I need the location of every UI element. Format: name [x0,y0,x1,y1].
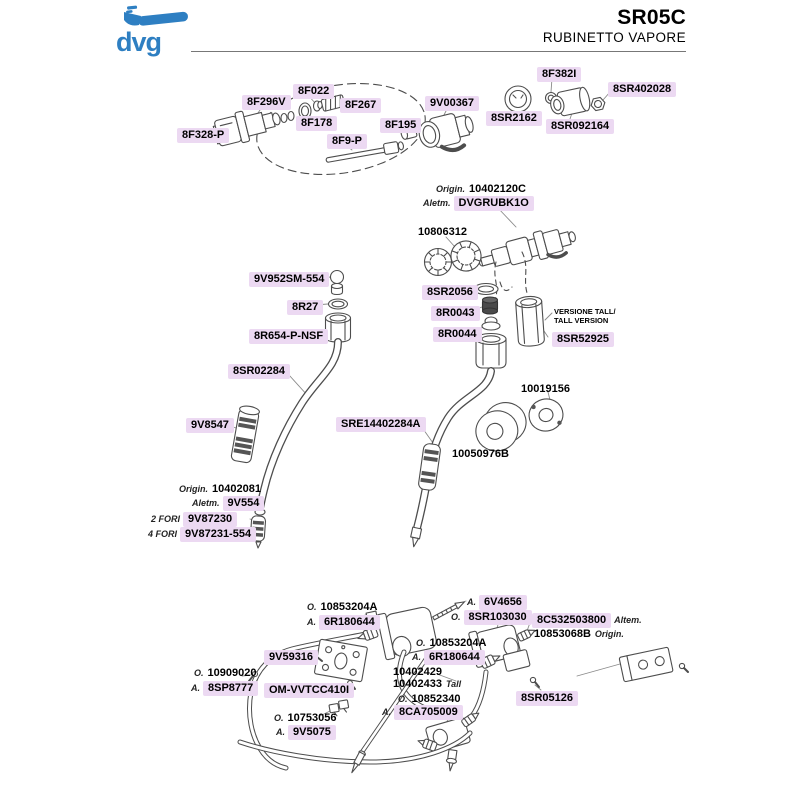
part-label-tall-version [554,317,608,325]
part-number: 10402433 [393,678,442,690]
part-label-10402081 [179,482,262,497]
part-number: 10019156 [521,383,570,395]
part-label-versione-tall- [554,308,616,316]
part-number: 9V87230 [183,512,237,527]
part-label-10753056 [274,711,337,726]
part-label-8c532503800 [532,613,642,628]
part-label-om-vvtcc410i [264,683,354,698]
part-label-8f267 [340,98,381,113]
part-label-8sp8777 [191,681,258,696]
part-label-8r0043 [431,306,480,321]
label-prefix: O. [416,638,426,648]
label-prefix: 4 FORI [148,529,178,539]
page-title: SR05C [617,6,686,29]
label-prefix: A. [307,617,316,627]
part-label-8f9-p [327,134,367,149]
part-number: 10853204A [429,637,487,649]
part-label-8f178 [296,116,337,131]
part-number: 8SR05126 [516,691,578,706]
label-prefix: O. [398,694,408,704]
label-prefix: Aletm. [423,198,451,208]
part-label-8f382i [537,67,581,82]
part-label-10853204a [307,600,378,615]
part-number: 8F328-P [177,128,229,143]
label-prefix: A. [276,727,285,737]
part-number: 8SR02284 [228,364,290,379]
label-prefix: O. [307,602,317,612]
part-number: 10402081 [212,483,261,495]
part-number: SRE14402284A [336,417,426,432]
part-label-8f296v [242,95,291,110]
part-number: 8F382I [537,67,581,82]
part-number: 8R0043 [431,306,480,321]
brand-name: dvg [116,27,162,57]
part-number: 10402120C [469,183,526,195]
label-prefix: O. [274,713,284,723]
part-number: 8SR2056 [422,285,478,300]
part-number: 8F178 [296,116,337,131]
part-label-8r27 [287,300,323,315]
part-number: TALL VERSION [554,316,609,325]
part-number: 8F022 [293,84,334,99]
part-number: 10853204A [320,601,378,613]
part-number: 10402429 [393,666,442,678]
part-number: 6R180644 [424,650,485,665]
part-number: 10753056 [287,712,337,724]
part-label-6v4656 [467,595,527,610]
part-label-8r654-p-nsf [249,329,328,344]
part-label-8f022 [293,84,334,99]
part-number: 8R27 [287,300,323,315]
part-label-8f328-p [177,128,229,143]
part-number: 9V5075 [288,725,336,740]
label-prefix: A. [191,683,200,693]
label-prefix: A. [467,597,476,607]
part-number: 10806312 [418,226,467,238]
part-label-8r0044 [433,327,482,342]
part-number: 10853068B [534,628,591,640]
part-number: 6V4656 [479,595,527,610]
part-label-9v87231-554 [148,527,256,542]
part-number: 8CA705009 [394,705,463,720]
label-prefix: Origin. [179,484,208,494]
part-label-6r180644 [412,650,485,665]
part-label-9v554 [192,496,264,511]
part-number: 10852340 [411,693,461,705]
part-label-6r180644 [307,615,380,630]
label-prefix: A. [382,707,391,717]
part-label-8sr402028 [608,82,676,97]
part-number: 10050976B [452,448,509,460]
part-label-sre14402284a [336,417,426,432]
label-prefix: Aletm. [192,498,220,508]
part-number: 8C532503800 [532,613,611,628]
part-number: 8SR092164 [546,119,614,134]
part-number: DVGRUBK1O [454,196,534,211]
part-number: 8F195 [380,118,421,133]
label-prefix: 2 FORI [151,514,181,524]
label-suffix: Tall [445,679,462,689]
label-suffix: Altem. [614,615,642,625]
label-prefix: O. [451,612,461,622]
part-number: 8F296V [242,95,291,110]
part-label-9v5075 [276,725,336,740]
part-label-10806312 [417,225,468,240]
part-number: 9V952SM-554 [249,272,329,287]
part-number: 8SR402028 [608,82,676,97]
part-number: 8SR103030 [464,610,532,625]
part-label-8sr02284 [228,364,290,379]
part-number: 8R654-P-NSF [249,329,328,344]
part-number: 8SR52925 [552,332,614,347]
part-number: OM-VVTCC410I [264,683,354,698]
part-label-10402120c [436,182,527,197]
part-label-8sr05126 [516,691,578,706]
page-subtitle: RUBINETTO VAPORE [542,30,686,46]
part-label-10402433 [392,677,461,692]
part-label-8sr103030 [451,610,532,625]
part-label-10853068b [533,627,624,642]
part-label-8ca705009 [382,705,463,720]
part-label-8sr2162 [486,111,542,126]
part-number: 6R180644 [319,615,380,630]
part-label-9v87230 [151,512,237,527]
part-number: 9V8547 [186,418,234,433]
part-label-10853204a [416,636,487,651]
part-label-9v8547 [186,418,234,433]
part-label-8sr52925 [552,332,614,347]
part-label-10019156 [520,382,571,397]
part-number: 8R0044 [433,327,482,342]
part-number: 9V554 [223,496,265,511]
label-prefix: Origin. [436,184,465,194]
part-label-9v59316 [264,650,318,665]
part-label-10909020 [194,666,257,681]
part-label-9v952sm-554 [249,272,329,287]
label-prefix: A. [412,652,421,662]
part-number: 8F267 [340,98,381,113]
part-label-9v00367 [425,96,479,111]
part-label-10050976b [451,447,510,462]
part-label-8f195 [380,118,421,133]
part-label-dvgrubk1o [423,196,534,211]
part-number: VERSIONE TALL/ [554,307,616,316]
part-number: 9V87231-554 [180,527,256,542]
part-number: 8SR2162 [486,111,542,126]
part-number: 8F9-P [327,134,367,149]
part-number: 9V00367 [425,96,479,111]
label-prefix: O. [194,668,204,678]
part-number: 9V59316 [264,650,318,665]
part-number: 8SP8777 [203,681,258,696]
label-suffix: Origin. [594,629,624,639]
part-number: 10909020 [207,667,257,679]
part-label-8sr092164 [546,119,614,134]
part-label-8sr2056 [422,285,478,300]
